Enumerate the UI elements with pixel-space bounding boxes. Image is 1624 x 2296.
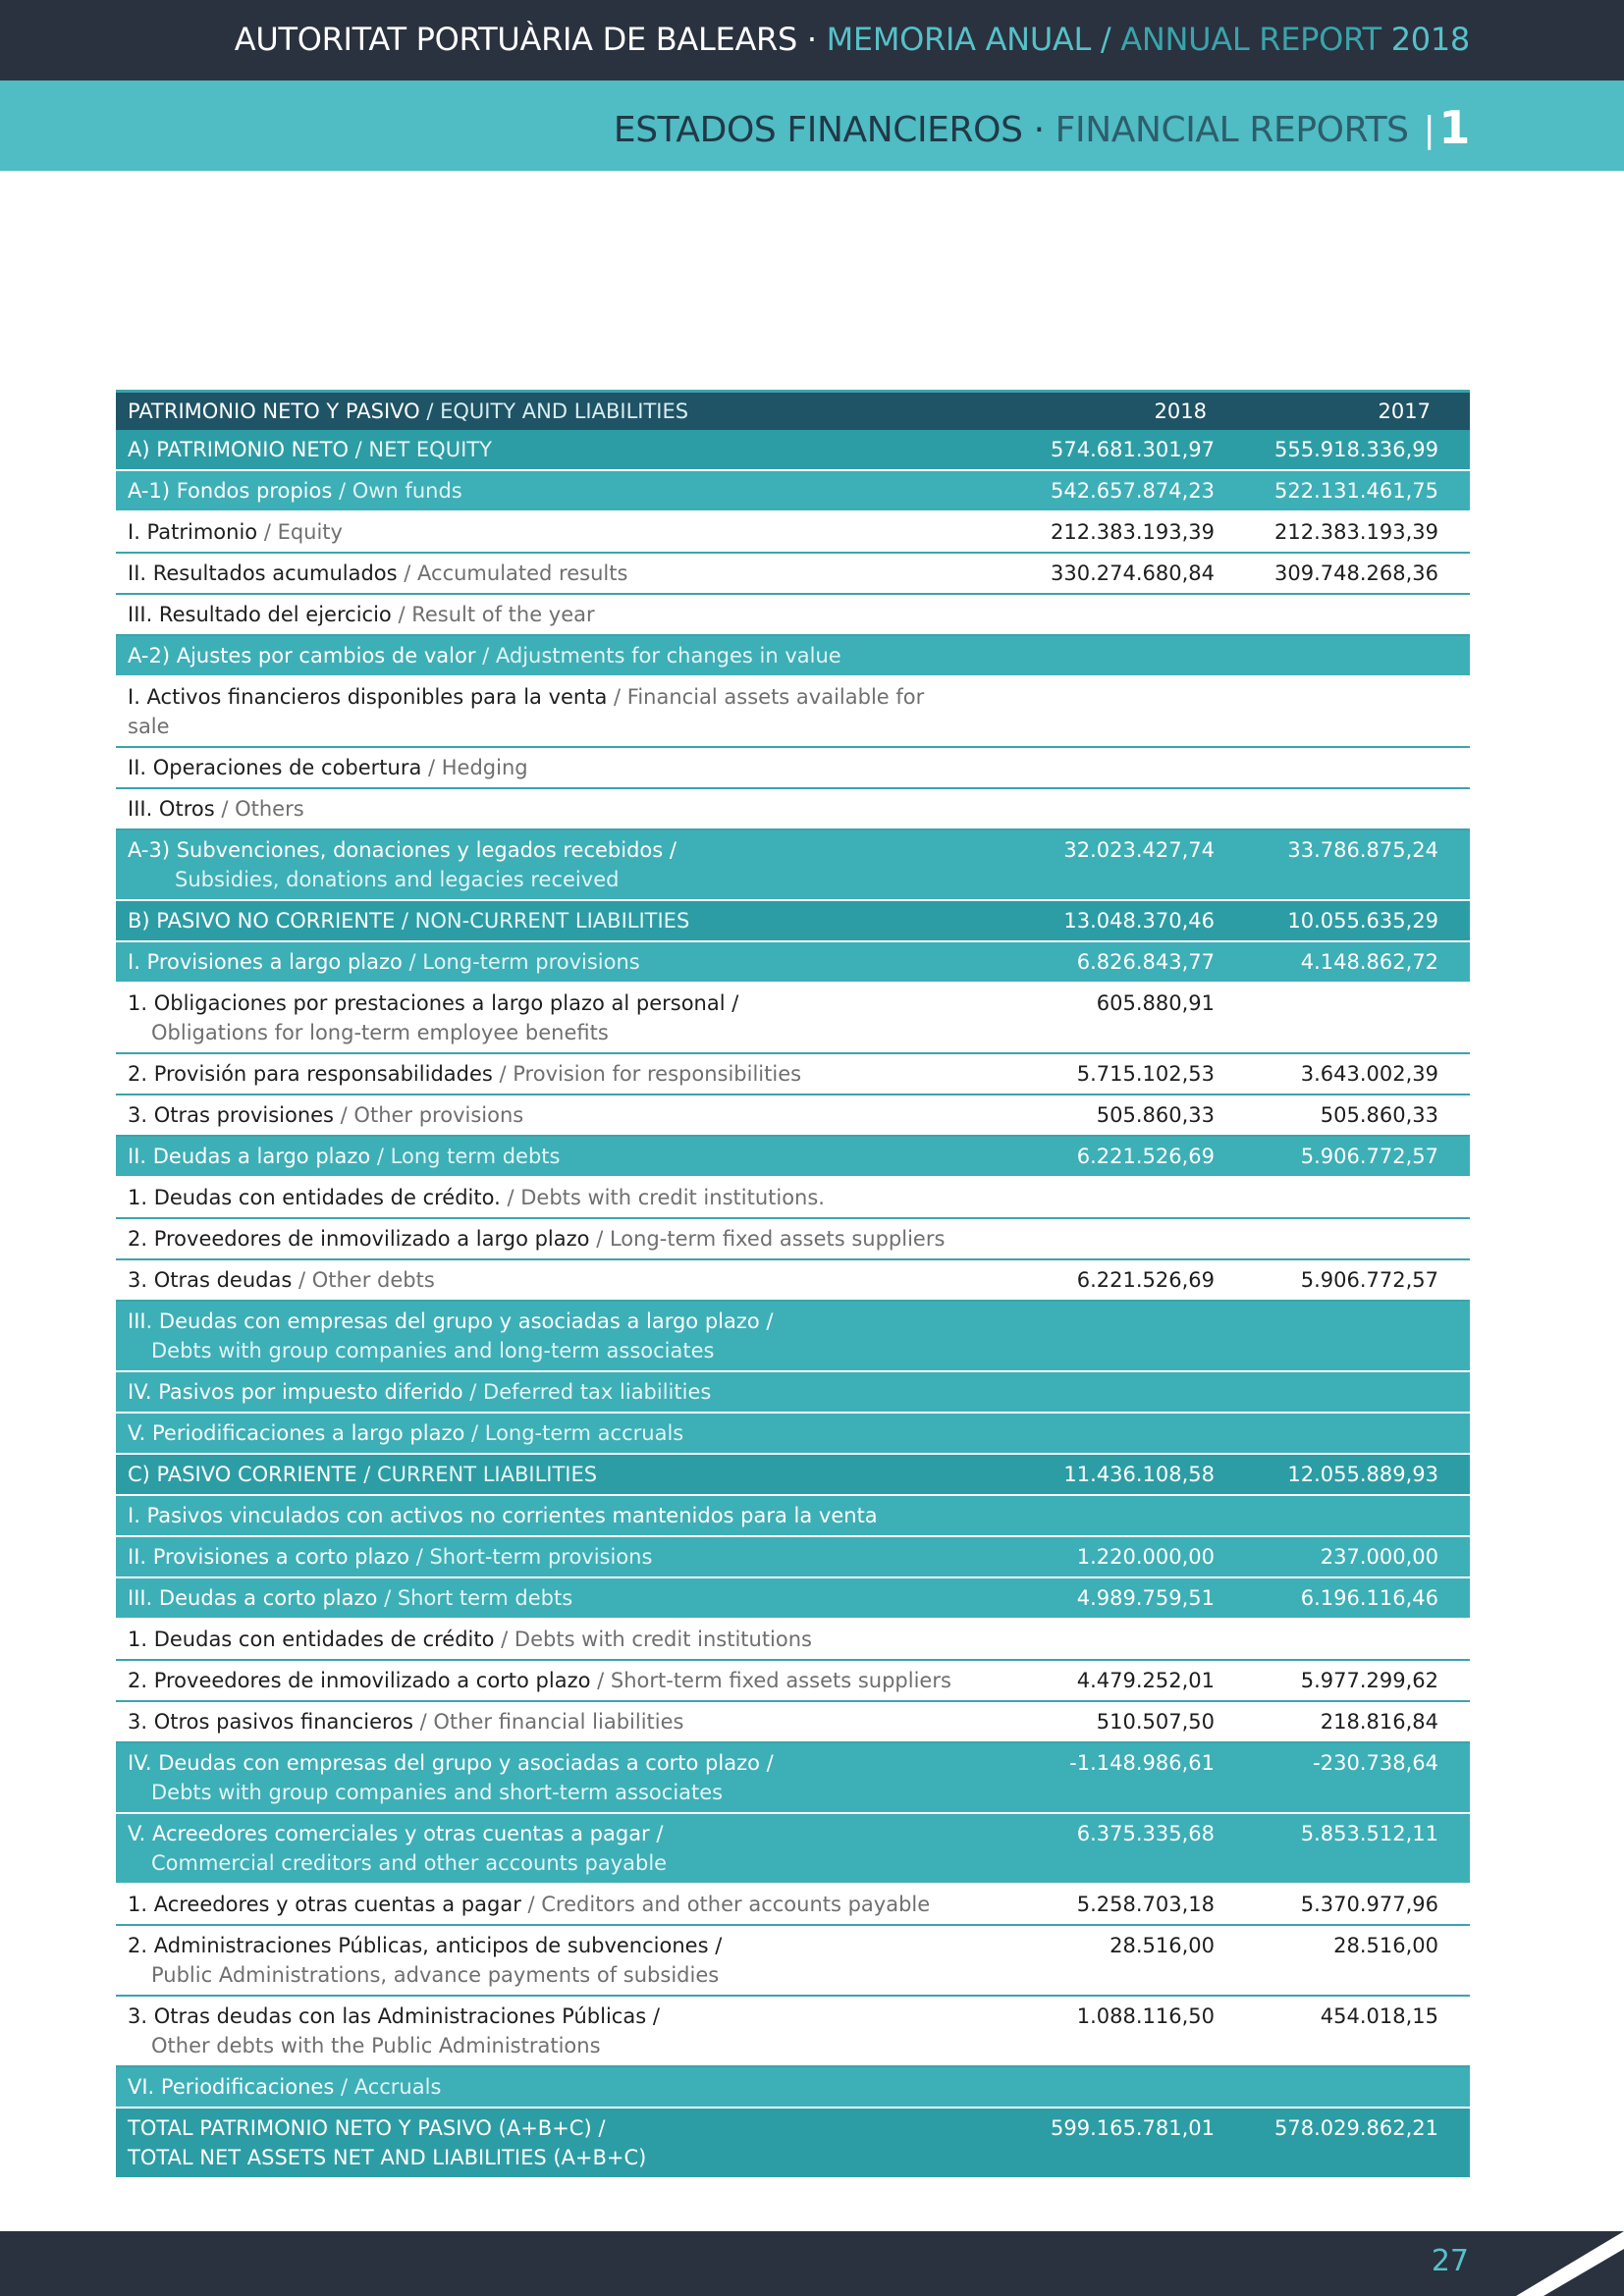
row-label-es: A-2) Ajustes por cambios de valor: [128, 644, 476, 667]
row-label-es: TOTAL PATRIMONIO NETO Y PASIVO (A+B+C) /: [128, 2116, 606, 2140]
table-row: [116, 941, 1470, 983]
value-2018: [971, 1371, 1226, 1413]
table-row: [116, 1925, 1470, 1996]
row-label-en: / Accumulated results: [397, 561, 628, 585]
header-separator: ·: [797, 21, 827, 58]
value-2017: [1226, 2066, 1470, 2108]
row-label: [116, 1925, 971, 1996]
table-row: [116, 1136, 1470, 1177]
row-label: [116, 1301, 971, 1371]
table-row: [116, 1095, 1470, 1136]
row-label: [116, 941, 971, 983]
row-label-es: VI. Periodificaciones: [128, 2075, 335, 2099]
row-label-es: III. Deudas a corto plazo: [128, 1586, 378, 1610]
table-row: [116, 1619, 1470, 1660]
row-label-en: Other debts with the Public Administrations: [151, 2034, 601, 2057]
report-header-title: [235, 20, 1470, 59]
value-2018: 5.258.703,18: [1076, 1893, 1215, 1916]
value-2017: [1226, 1495, 1470, 1536]
row-label: [116, 1813, 971, 1884]
value-2018: 4.989.759,51: [1076, 1586, 1215, 1610]
row-label-en: / Other provisions: [334, 1103, 524, 1127]
row-label: [116, 1053, 971, 1095]
org-name: AUTORITAT PORTUÀRIA DE BALEARS: [234, 21, 797, 58]
value-2017: [1226, 676, 1470, 747]
row-label-es: V. Periodificaciones a largo plazo: [128, 1421, 465, 1445]
table-row: [116, 1413, 1470, 1454]
table-row: [116, 1536, 1470, 1577]
row-label: [116, 1218, 971, 1259]
row-label: [116, 900, 971, 941]
value-2018: [971, 2066, 1226, 2108]
table-row: [116, 1996, 1470, 2066]
row-label-en: / Creditors and other accounts payable: [520, 1893, 931, 1916]
row-label-en: TOTAL NET ASSETS NET AND LIABILITIES (A+B+C): [128, 2146, 647, 2169]
value-2018: 605.880,91: [1096, 991, 1215, 1015]
table-row: [116, 553, 1470, 594]
row-label-es: 2. Proveedores de inmovilizado a largo plazo: [128, 1227, 590, 1251]
value-2017: [1226, 747, 1470, 788]
row-label-es: 1. Obligaciones por prestaciones a largo plazo al personal /: [128, 991, 739, 1015]
value-2017: 5.906.772,57: [1300, 1268, 1438, 1292]
table-row: [116, 1177, 1470, 1218]
value-2017: 212.383.193,39: [1274, 520, 1438, 544]
row-label: [116, 983, 971, 1053]
value-2018: 1.088.116,50: [1076, 2004, 1215, 2028]
row-label: [116, 1619, 971, 1660]
value-2018: -1.148.986,61: [1069, 1751, 1215, 1775]
value-2018: [971, 788, 1226, 829]
row-label-en: Debts with group companies and long-term associates: [151, 1339, 715, 1362]
row-label: [116, 1577, 971, 1619]
row-label-es: III. Otros: [128, 797, 215, 821]
row-label-en: Commercial creditors and other accounts payable: [151, 1851, 668, 1875]
value-2018: 5.715.102,53: [1076, 1062, 1215, 1086]
section-title-en: FINANCIAL REPORTS: [1055, 110, 1409, 150]
row-label: [116, 2066, 971, 2108]
row-label-en: Public Administrations, advance payments of subsidies: [151, 1963, 720, 1987]
value-2018: 6.221.526,69: [1076, 1268, 1215, 1292]
column-header-2018: 2018: [1154, 400, 1207, 423]
section-title-es: ESTADOS FINANCIEROS: [613, 110, 1023, 150]
value-2018: 4.479.252,01: [1076, 1669, 1215, 1692]
value-2017: 555.918.336,99: [1274, 438, 1438, 461]
row-label-es: I. Provisiones a largo plazo: [128, 950, 403, 974]
row-label-en: / Hedging: [421, 756, 528, 779]
value-2017: [1226, 1371, 1470, 1413]
table-row: [116, 1660, 1470, 1701]
value-2018: 6.826.843,77: [1076, 950, 1215, 974]
row-label-en: / Long-term provisions: [402, 950, 640, 974]
value-2018: [971, 1413, 1226, 1454]
row-label: [116, 747, 971, 788]
column-header-2017: 2017: [1378, 400, 1431, 423]
value-2017: [1226, 1619, 1470, 1660]
value-2017: [1226, 1301, 1470, 1371]
row-label-en: / Short term debts: [377, 1586, 573, 1610]
row-label: [116, 1136, 971, 1177]
value-2018: 6.375.335,68: [1076, 1822, 1215, 1845]
row-label-en: / Provision for responsibilities: [492, 1062, 802, 1086]
value-2018: 330.274.680,84: [1051, 561, 1215, 585]
row-label: [116, 430, 971, 470]
report-year: 2018: [1380, 21, 1470, 58]
row-label-es: I. Activos financieros disponibles para la venta: [128, 685, 608, 709]
table-row: [116, 1301, 1470, 1371]
table-row: [116, 1495, 1470, 1536]
row-label: [116, 1701, 971, 1742]
row-label-es: 2. Administraciones Públicas, anticipos de subvenciones /: [128, 1934, 723, 1957]
value-2017: 5.853.512,11: [1300, 1822, 1438, 1845]
section-separator: ·: [1022, 110, 1056, 150]
value-2018: [971, 1218, 1226, 1259]
row-label-es: II. Provisiones a corto plazo: [128, 1545, 410, 1569]
table-row: [116, 900, 1470, 941]
value-2018: 13.048.370,46: [1063, 909, 1215, 933]
table-row: [116, 594, 1470, 635]
table-row: [116, 1701, 1470, 1742]
row-label-es: II. Resultados acumulados: [128, 561, 398, 585]
table-row: [116, 511, 1470, 553]
memoria-label: MEMORIA ANUAL /: [826, 21, 1111, 58]
value-2017: 309.748.268,36: [1274, 561, 1438, 585]
table-header-row: [116, 392, 1470, 431]
row-label: [116, 829, 971, 900]
row-label-es: 3. Otras provisiones: [128, 1103, 334, 1127]
row-label-en: / Own funds: [332, 479, 462, 503]
value-2017: -230.738,64: [1313, 1751, 1438, 1775]
value-2017: 6.196.116,46: [1300, 1586, 1438, 1610]
table-row: [116, 1371, 1470, 1413]
table-row: [116, 829, 1470, 900]
row-label: [116, 553, 971, 594]
row-label: [116, 1095, 971, 1136]
row-label-en: Debts with group companies and short-term associates: [151, 1781, 724, 1804]
row-label-es: IV. Deudas con empresas del grupo y asociadas a corto plazo /: [128, 1751, 774, 1775]
value-2018: 32.023.427,74: [1063, 838, 1215, 862]
row-label-es: IV. Pasivos por impuesto diferido: [128, 1380, 463, 1404]
row-label-en: / Long-term accruals: [464, 1421, 684, 1445]
value-2017: 578.029.862,21: [1274, 2116, 1438, 2140]
table-row: [116, 1454, 1470, 1495]
table-body: [116, 430, 1470, 2177]
section-number: 1: [1438, 101, 1470, 154]
row-label-en: / Short-term fixed assets suppliers: [590, 1669, 951, 1692]
row-label: [116, 470, 971, 511]
row-label-es: A) PATRIMONIO NETO: [128, 438, 349, 461]
table-row: [116, 1742, 1470, 1813]
row-label-en: / Financial assets available for sale: [128, 685, 925, 738]
row-label-es: 1. Deudas con entidades de crédito: [128, 1628, 495, 1651]
row-label: [116, 1495, 971, 1536]
table-row: [116, 635, 1470, 676]
value-2017: 237.000,00: [1320, 1545, 1438, 1569]
row-label: [116, 1177, 971, 1218]
row-label-en: / Debts with credit institutions: [494, 1628, 812, 1651]
section-divider: |: [1423, 110, 1435, 150]
row-label-es: 3. Otras deudas: [128, 1268, 293, 1292]
table-row: [116, 983, 1470, 1053]
row-label-es: 2. Provisión para responsabilidades: [128, 1062, 493, 1086]
value-2018: 574.681.301,97: [1051, 438, 1215, 461]
table-row: [116, 747, 1470, 788]
value-2018: 1.220.000,00: [1076, 1545, 1215, 1569]
row-label-en: / Other financial liabilities: [412, 1710, 684, 1734]
row-label: [116, 594, 971, 635]
page-number: 27: [1431, 2244, 1469, 2278]
value-2017: 28.516,00: [1333, 1934, 1438, 1957]
value-2017: [1226, 594, 1470, 635]
value-2017: 522.131.461,75: [1274, 479, 1438, 503]
value-2017: 454.018,15: [1320, 2004, 1438, 2028]
value-2017: [1226, 1413, 1470, 1454]
row-label-en: / Accruals: [334, 2075, 442, 2099]
value-2017: 12.055.889,93: [1287, 1463, 1438, 1486]
row-label-es: C) PASIVO CORRIENTE: [128, 1463, 357, 1486]
row-label: [116, 1536, 971, 1577]
value-2018: 510.507,50: [1096, 1710, 1215, 1734]
value-2018: 28.516,00: [1110, 1934, 1215, 1957]
equity-liabilities-table: [116, 390, 1470, 2177]
value-2017: [1226, 1177, 1470, 1218]
row-label-en: / Debts with credit institutions.: [500, 1186, 825, 1209]
row-label: [116, 1742, 971, 1813]
row-label: [116, 2108, 971, 2177]
table-row: [116, 1884, 1470, 1925]
value-2018: [971, 1619, 1226, 1660]
table-row: [116, 470, 1470, 511]
row-label-en: Subsidies, donations and legacies received: [175, 868, 620, 891]
row-label: [116, 676, 971, 747]
row-label-es: 2. Proveedores de inmovilizado a corto plazo: [128, 1669, 591, 1692]
row-label: [116, 1259, 971, 1301]
row-label-en: / NON-CURRENT LIABILITIES: [395, 909, 690, 933]
row-label-es: B) PASIVO NO CORRIENTE: [128, 909, 396, 933]
row-label-en: / Result of the year: [391, 603, 595, 626]
value-2018: 542.657.874,23: [1051, 479, 1215, 503]
row-label-es: V. Acreedores comerciales y otras cuentas a pagar /: [128, 1822, 664, 1845]
value-2018: [971, 635, 1226, 676]
table-row: [116, 2108, 1470, 2177]
row-label-es: A-1) Fondos propios: [128, 479, 333, 503]
value-2018: [971, 1177, 1226, 1218]
table-row: [116, 788, 1470, 829]
table-row: [116, 1813, 1470, 1884]
value-2018: [971, 594, 1226, 635]
value-2017: 505.860,33: [1320, 1103, 1438, 1127]
table-row: [116, 1577, 1470, 1619]
row-label-es: 1. Acreedores y otras cuentas a pagar: [128, 1893, 521, 1916]
value-2017: 3.643.002,39: [1300, 1062, 1438, 1086]
header-label-en: / EQUITY AND LIABILITIES: [419, 400, 689, 423]
value-2017: [1226, 983, 1470, 1053]
footer-band: [0, 2231, 1624, 2296]
row-label-en: / CURRENT LIABILITIES: [356, 1463, 598, 1486]
row-label-en: / Long-term fixed assets suppliers: [589, 1227, 946, 1251]
row-label-en: / Other debts: [292, 1268, 435, 1292]
value-2017: [1226, 1218, 1470, 1259]
row-label-en: / Deferred tax liabilities: [462, 1380, 712, 1404]
row-label-es: 3. Otros pasivos financieros: [128, 1710, 413, 1734]
row-label: [116, 635, 971, 676]
value-2017: 218.816,84: [1320, 1710, 1438, 1734]
row-label: [116, 511, 971, 553]
row-label-es: 1. Deudas con entidades de crédito.: [128, 1186, 501, 1209]
row-label-es: II. Operaciones de cobertura: [128, 756, 422, 779]
row-label-es: III. Resultado del ejercicio: [128, 603, 392, 626]
value-2018: [971, 1301, 1226, 1371]
value-2017: 5.370.977,96: [1300, 1893, 1438, 1916]
value-2018: [971, 1495, 1226, 1536]
row-label-en: / Adjustments for changes in value: [475, 644, 841, 667]
row-label: [116, 1996, 971, 2066]
value-2018: 6.221.526,69: [1076, 1145, 1215, 1168]
value-2017: 5.906.772,57: [1300, 1145, 1438, 1168]
value-2017: [1226, 788, 1470, 829]
row-label-es: II. Deudas a largo plazo: [128, 1145, 371, 1168]
section-title: [614, 103, 1470, 155]
table-row: [116, 676, 1470, 747]
row-label: [116, 1884, 971, 1925]
table-row: [116, 1218, 1470, 1259]
value-2017: 10.055.635,29: [1287, 909, 1438, 933]
row-label: [116, 1660, 971, 1701]
table-header-label: [116, 392, 971, 431]
value-2018: [971, 747, 1226, 788]
value-2018: 505.860,33: [1096, 1103, 1215, 1127]
value-2017: [1226, 635, 1470, 676]
row-label-es: I. Pasivos vinculados con activos no corrientes mantenidos para la venta: [128, 1504, 878, 1527]
value-2018: 11.436.108,58: [1063, 1463, 1215, 1486]
row-label-es: A-3) Subvenciones, donaciones y legados recebidos /: [128, 838, 677, 862]
table-row: [116, 1053, 1470, 1095]
row-label: [116, 1454, 971, 1495]
table-row: [116, 1259, 1470, 1301]
row-label-es: III. Deudas con empresas del grupo y asociadas a largo plazo /: [128, 1309, 774, 1333]
row-label: [116, 1371, 971, 1413]
row-label-en: / Short-term provisions: [409, 1545, 653, 1569]
row-label-en: / NET EQUITY: [349, 438, 492, 461]
row-label-es: 3. Otras deudas con las Administraciones Públicas /: [128, 2004, 660, 2028]
value-2017: 33.786.875,24: [1287, 838, 1438, 862]
value-2018: 599.165.781,01: [1051, 2116, 1215, 2140]
row-label-en: / Others: [214, 797, 304, 821]
row-label-es: I. Patrimonio: [128, 520, 258, 544]
table-row: [116, 2066, 1470, 2108]
header-label-es: PATRIMONIO NETO Y PASIVO: [128, 400, 420, 423]
value-2018: [971, 676, 1226, 747]
value-2017: 5.977.299,62: [1300, 1669, 1438, 1692]
value-2018: 212.383.193,39: [1051, 520, 1215, 544]
row-label-en: Obligations for long-term employee benefits: [151, 1021, 609, 1044]
value-2017: 4.148.862,72: [1300, 950, 1438, 974]
row-label: [116, 1413, 971, 1454]
annual-report-label: ANNUAL REPORT: [1110, 21, 1381, 58]
footer-corner-stripe: [1516, 2231, 1624, 2296]
row-label-en: / Equity: [257, 520, 343, 544]
row-label: [116, 788, 971, 829]
row-label-en: / Long term debts: [370, 1145, 561, 1168]
table-row: [116, 430, 1470, 470]
